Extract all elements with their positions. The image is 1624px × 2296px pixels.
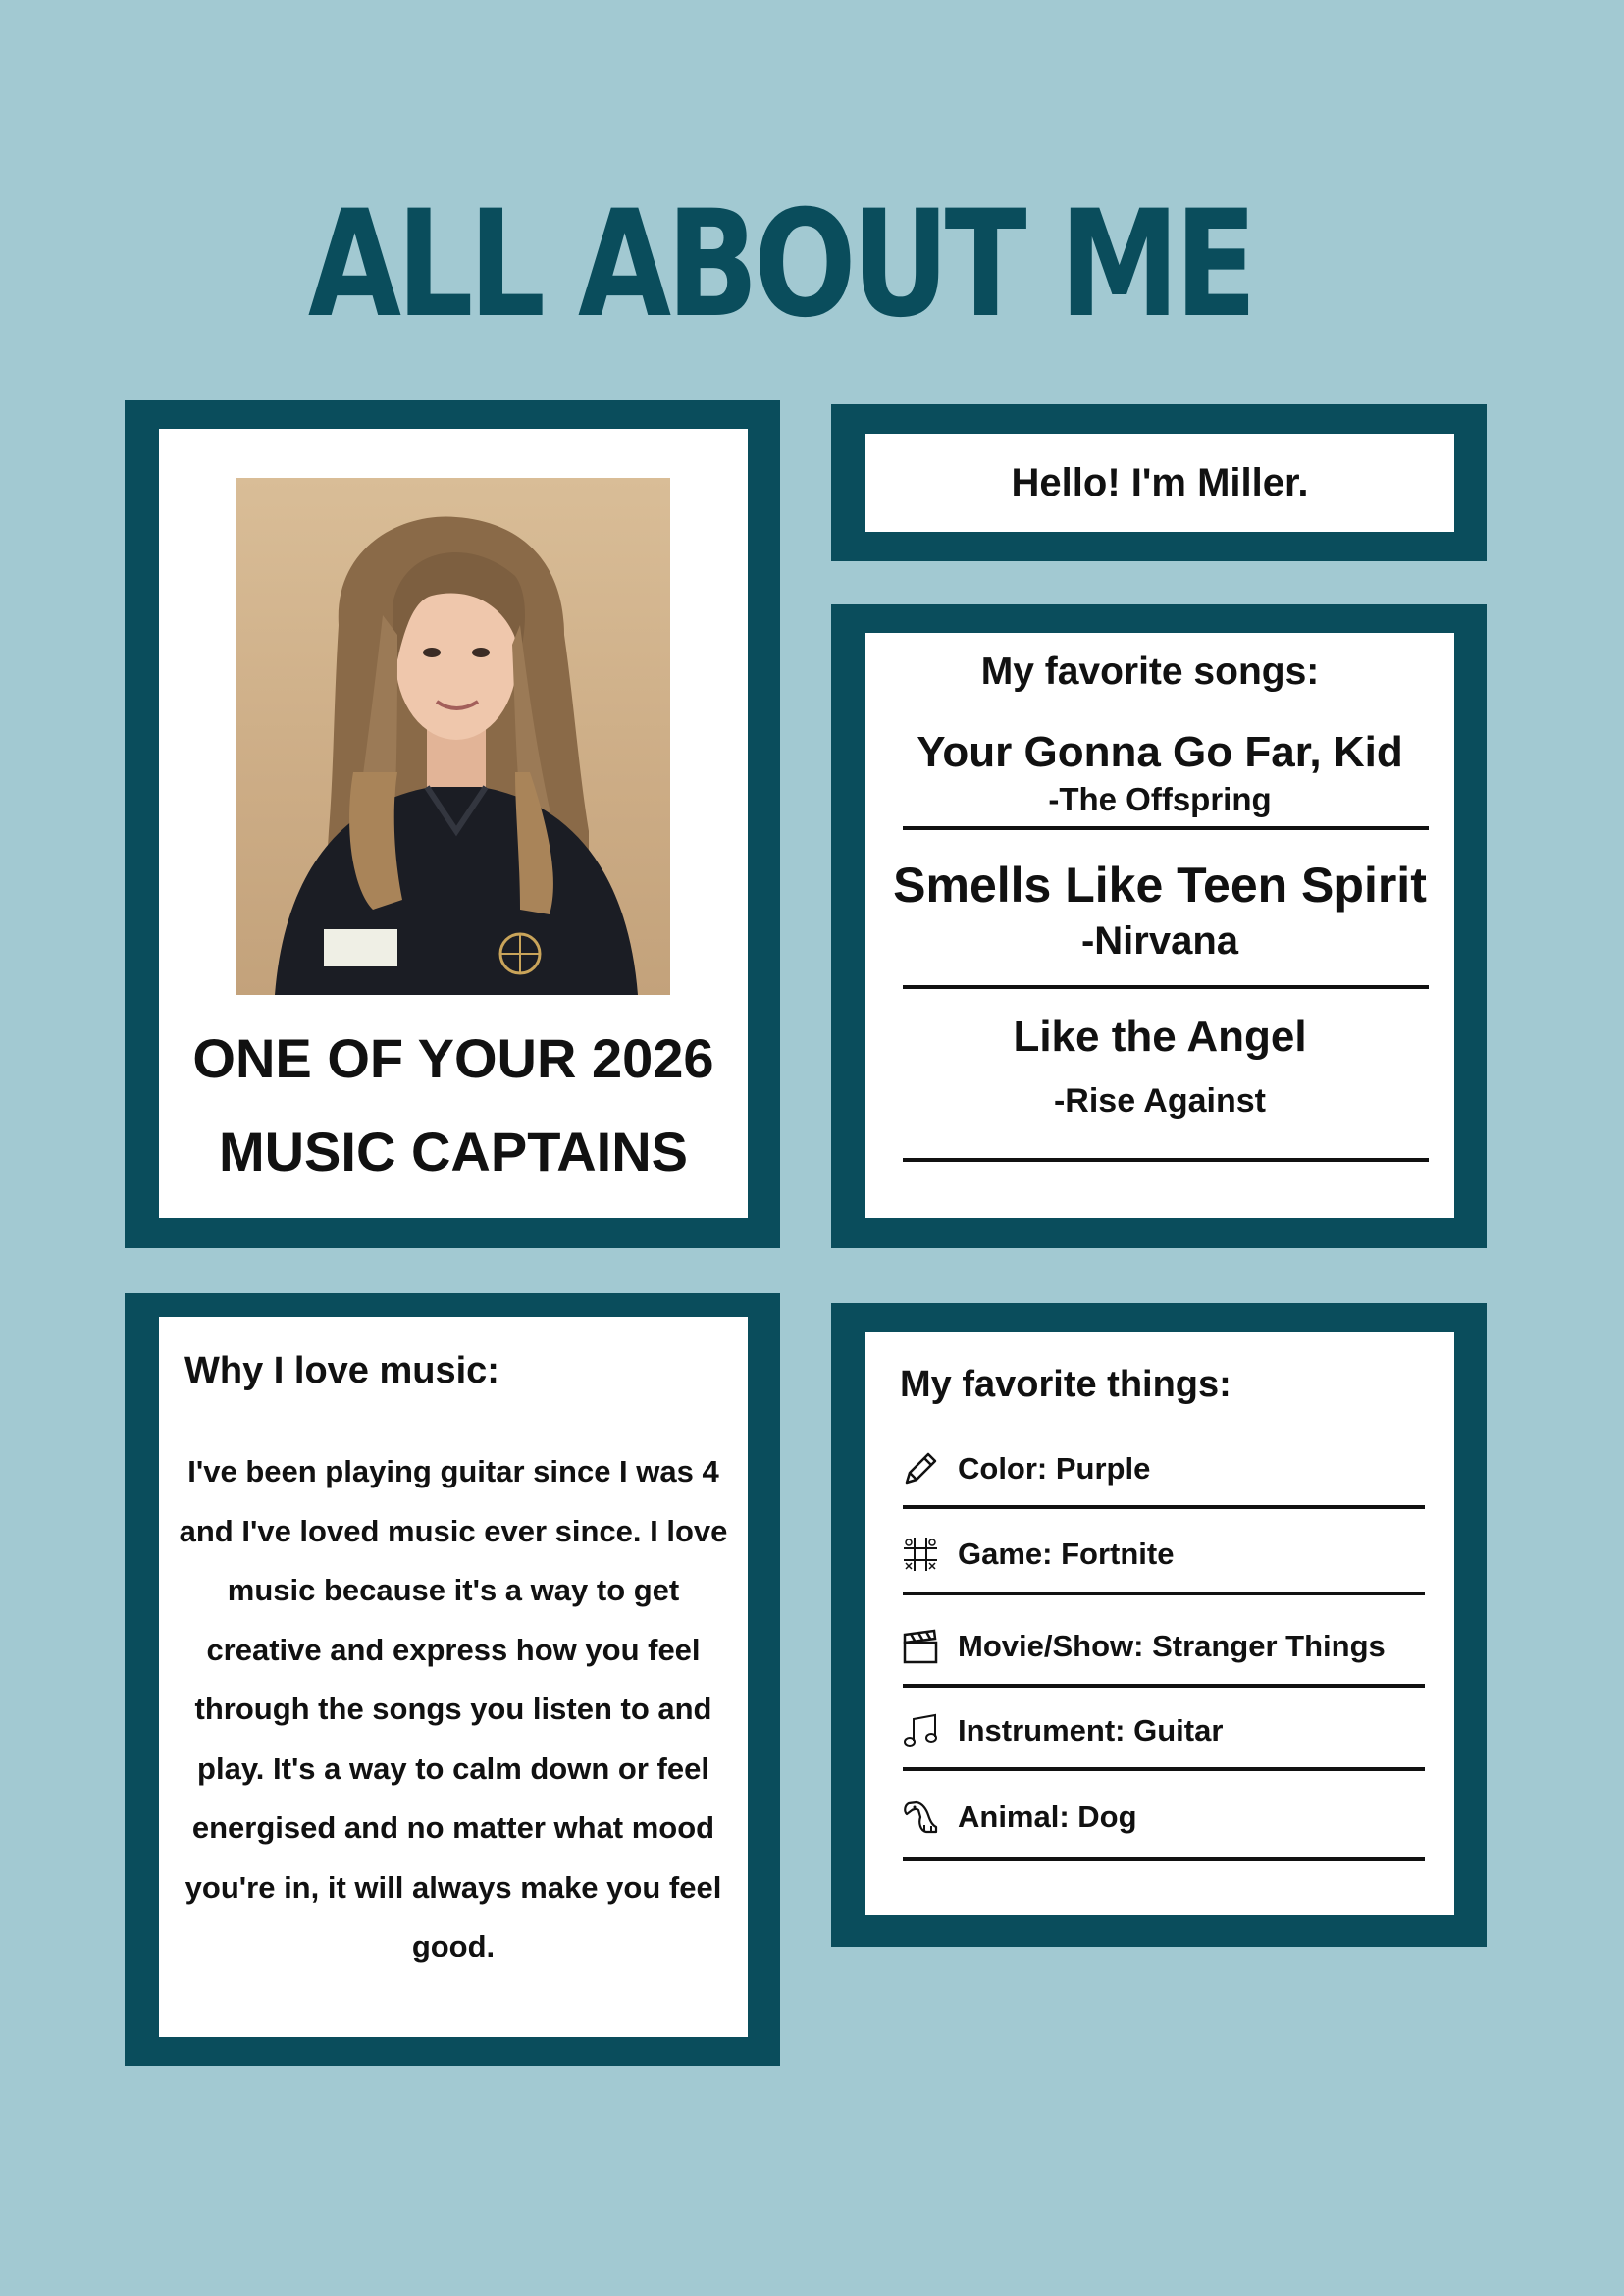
songs-card	[865, 633, 1454, 1218]
thing-item	[901, 1625, 1386, 1668]
things-card-frame	[831, 1303, 1487, 1947]
thing-divider	[903, 1684, 1425, 1688]
why-card-frame	[125, 1293, 780, 2066]
hello-card	[865, 434, 1454, 532]
music-note-icon	[901, 1711, 940, 1750]
thing-divider	[903, 1592, 1425, 1595]
song-artist: -Rise Against	[1053, 1082, 1266, 1120]
thing-divider	[903, 1505, 1425, 1509]
thing-item	[901, 1796, 1137, 1839]
thing-divider	[903, 1767, 1425, 1771]
song-title: Smells Like Teen Spirit	[893, 858, 1427, 913]
page-title: ALL ABOUT ME	[307, 180, 1253, 350]
song-divider	[903, 826, 1429, 830]
pencil-icon	[901, 1449, 940, 1488]
thing-divider	[903, 1857, 1425, 1861]
things-card	[865, 1332, 1454, 1915]
why-card	[159, 1317, 748, 2037]
clapperboard-icon	[901, 1627, 940, 1666]
thing-label: Game: Fortnite	[958, 1537, 1175, 1571]
thing-label: Animal: Dog	[958, 1800, 1137, 1834]
song-artist: -Nirvana	[1080, 919, 1239, 963]
thing-item	[901, 1447, 1150, 1490]
songs-card-frame	[831, 604, 1487, 1248]
photo-card-frame	[125, 400, 780, 1248]
caption-line-1: ONE OF YOUR 2026	[192, 1027, 714, 1089]
thing-label: Color: Purple	[958, 1451, 1151, 1486]
caption-line-2: MUSIC CAPTAINS	[218, 1121, 689, 1182]
why-body: I've been playing guitar since I was 4 and I've loved music ever since. I love music because it's a way to get creative and express how you feel through the songs you listen to and play. It's a way to calm down or feel energised and no matter what mood you're in, it will always make you feel good.	[179, 1454, 728, 1963]
tic-tac-toe-icon	[901, 1535, 940, 1574]
thing-item	[901, 1709, 1223, 1752]
dog-icon	[901, 1798, 940, 1837]
songs-heading: My favorite songs:	[980, 651, 1320, 693]
things-heading: My favorite things:	[900, 1364, 1231, 1405]
song-title: Like the Angel	[1013, 1013, 1307, 1061]
thing-label: Movie/Show: Stranger Things	[958, 1629, 1386, 1663]
thing-item	[901, 1533, 1174, 1576]
student-photo	[236, 478, 670, 995]
song-title: Your Gonna Go Far, Kid	[917, 728, 1403, 776]
song-divider	[903, 985, 1429, 989]
song-divider	[903, 1158, 1429, 1162]
photo-card	[159, 429, 748, 1218]
hello-card-frame	[831, 404, 1487, 561]
hello-text: Hello! I'm Miller.	[1011, 460, 1309, 504]
why-heading: Why I love music:	[184, 1350, 499, 1391]
thing-label: Instrument: Guitar	[958, 1713, 1224, 1748]
song-artist: -The Offspring	[1048, 781, 1272, 817]
